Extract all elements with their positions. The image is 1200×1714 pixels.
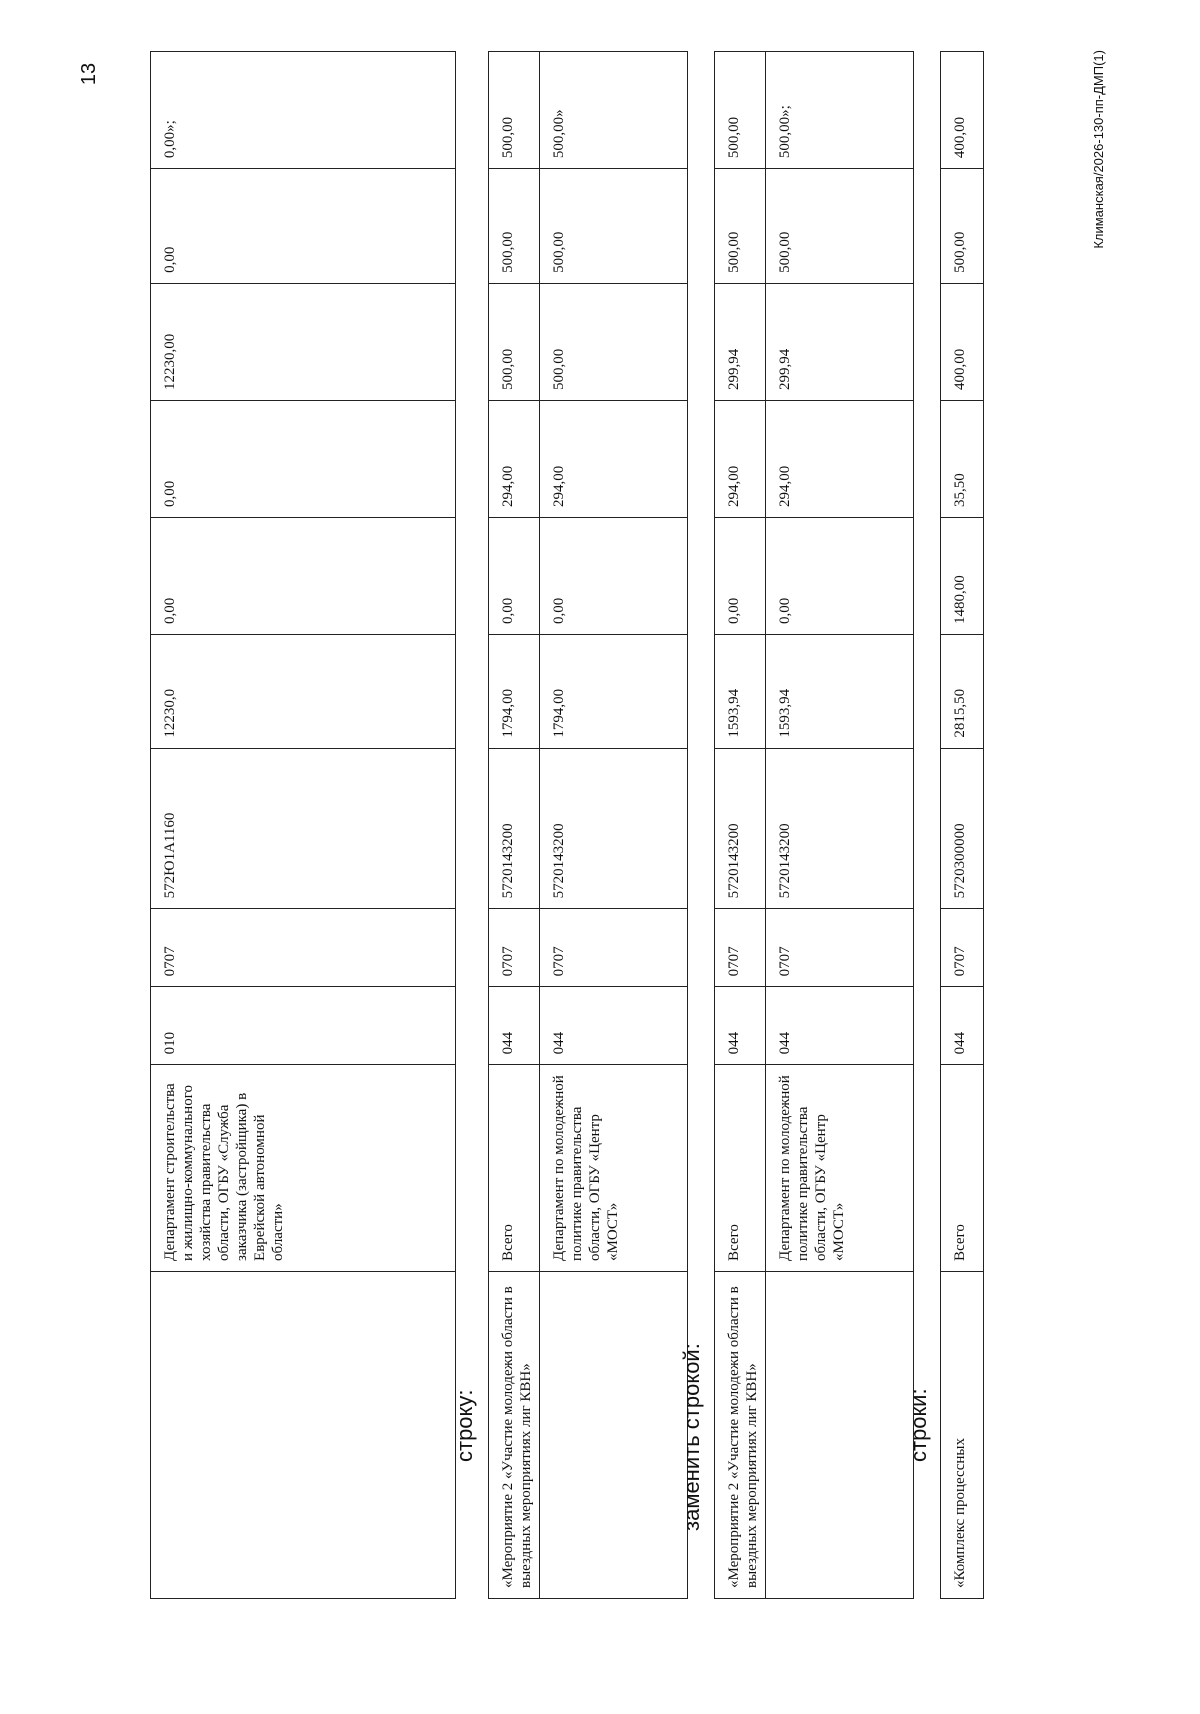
table-cell: Департамент по молодежной политике правительства области, ОГБУ «Центр «МОСТ» — [766, 1065, 914, 1272]
table-row — [540, 52, 688, 1599]
table-cell: 299,94 — [715, 283, 766, 400]
table-row — [766, 52, 914, 1599]
table-row — [715, 52, 766, 1599]
table-cell: 0,00»; — [151, 52, 456, 169]
table-cell: 500,00 — [766, 169, 914, 284]
table-cell: 0707 — [715, 909, 766, 987]
table-cell: 400,00 — [941, 52, 984, 169]
table-cell: 1593,94 — [766, 635, 914, 749]
table-cell: «Комплекс процессных — [941, 1271, 984, 1598]
table-cell: 044 — [540, 987, 688, 1065]
table-cell: 0707 — [489, 909, 540, 987]
table-cell: 1593,94 — [715, 635, 766, 749]
table-cell: 500,00»; — [766, 52, 914, 169]
table-top — [150, 51, 456, 1599]
table-cell: Департамент по молодежной политике правительства области, ОГБУ «Центр «МОСТ» — [540, 1065, 688, 1272]
table-cell: «Мероприятие 2 «Участие молодежи области в выездных мероприятиях лиг КВН» — [715, 1271, 766, 1598]
table-cell: 500,00 — [715, 52, 766, 169]
table-cell: 35,50 — [941, 400, 984, 517]
table-row — [151, 52, 456, 1599]
table-cell: 1794,00 — [540, 635, 688, 749]
table-old-row — [488, 51, 688, 1599]
table-row — [489, 52, 540, 1599]
table-cell: 010 — [151, 987, 456, 1065]
table-row — [941, 52, 984, 1599]
table-cell: 0,00 — [766, 518, 914, 635]
table-cell: 0707 — [941, 909, 984, 987]
table-cell: 500,00 — [715, 169, 766, 284]
table-cell: 044 — [766, 987, 914, 1065]
table-cell: 294,00 — [715, 400, 766, 517]
table-cell: 0,00 — [151, 518, 456, 635]
page-number: 13 — [78, 62, 100, 86]
table-cell: 5720143200 — [715, 748, 766, 909]
label-zamenit: заменить строкой: — [679, 1343, 704, 1531]
table-cell: 294,00 — [766, 400, 914, 517]
table-cell: Всего — [715, 1065, 766, 1272]
table-cell: 044 — [489, 987, 540, 1065]
table-cell: 500,00 — [489, 169, 540, 284]
label-stroki: строки: — [906, 1388, 931, 1462]
table-cell: 400,00 — [941, 283, 984, 400]
table-cell: 2815,50 — [941, 635, 984, 749]
table-cell: 0,00 — [715, 518, 766, 635]
table-cell: 044 — [941, 987, 984, 1065]
table-cell: 5720143200 — [489, 748, 540, 909]
table-cell: 294,00 — [489, 400, 540, 517]
table-cell: «Мероприятие 2 «Участие молодежи области в выездных мероприятиях лиг КВН» — [489, 1271, 540, 1598]
table-cell: 5720143200 — [766, 748, 914, 909]
table-cell: 0707 — [540, 909, 688, 987]
table-new-row — [714, 51, 914, 1599]
table-cell: 299,94 — [766, 283, 914, 400]
table-cell: 1794,00 — [489, 635, 540, 749]
table-cell: 044 — [715, 987, 766, 1065]
label-stroku: строку: — [452, 1389, 477, 1462]
table-cell: 0707 — [151, 909, 456, 987]
footer-document-code: Климанская/2026-130-пп-ДМП(1) — [1091, 50, 1106, 249]
table-cell: 500,00 — [489, 52, 540, 169]
table-cell: 5720143200 — [540, 748, 688, 909]
table-cell: Всего — [941, 1065, 984, 1272]
table-cell: 294,00 — [540, 400, 688, 517]
table-cell: 500,00 — [540, 169, 688, 284]
table-cell: 0707 — [766, 909, 914, 987]
table-cell: 500,00 — [540, 283, 688, 400]
table-cell: Департамент строительства и жилищно-коммунального хозяйства правительства области, ОГБУ «Служба заказчика (застройщика) в Еврейской автономной области» — [151, 1065, 456, 1272]
table-cell — [540, 1271, 688, 1598]
table-cell: 12230,00 — [151, 283, 456, 400]
table-cell: Всего — [489, 1065, 540, 1272]
table-cell — [766, 1271, 914, 1598]
table-cell: 0,00 — [489, 518, 540, 635]
table-cell: 1480,00 — [941, 518, 984, 635]
table-cell: 500,00» — [540, 52, 688, 169]
table-cell: 500,00 — [489, 283, 540, 400]
table-cell: 0,00 — [151, 169, 456, 284]
table-cell: 500,00 — [941, 169, 984, 284]
table-cell — [151, 1271, 456, 1598]
table-cell: 0,00 — [151, 400, 456, 517]
table-cell: 5720300000 — [941, 748, 984, 909]
table-cell: 572Ю1А1160 — [151, 748, 456, 909]
table-cell: 12230,0 — [151, 635, 456, 749]
table-bottom — [940, 51, 984, 1599]
table-cell: 0,00 — [540, 518, 688, 635]
